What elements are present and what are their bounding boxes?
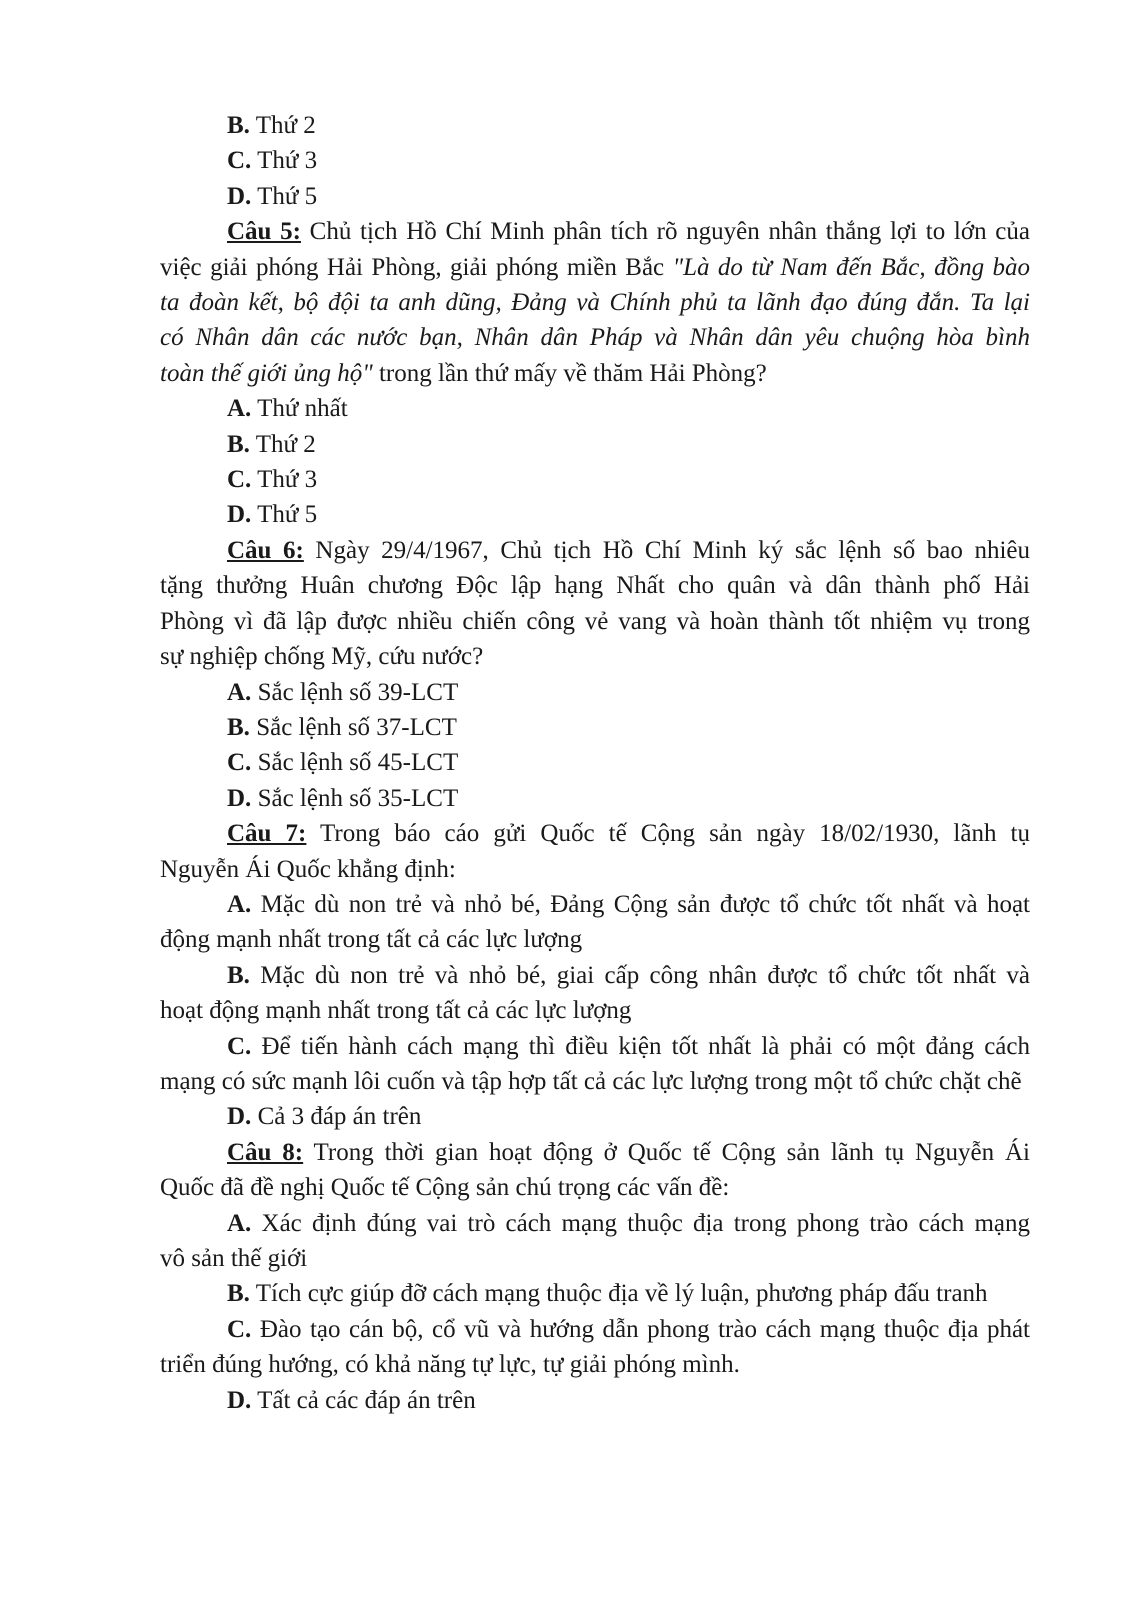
question-text — [160, 816, 1030, 851]
question-line: Trong báo cáo gửi Quốc tế Cộng sản ngày 18/02/1930, lãnh tụ — [306, 820, 1030, 848]
option-text: Thứ 2 — [249, 112, 316, 139]
option-c — [160, 143, 1030, 178]
question-line: Chủ tịch Hồ Chí Minh phân tích rõ nguyên nhân thắng lợi to lớn của — [300, 218, 1030, 246]
option-d — [160, 1099, 1030, 1134]
option-text: Cả 3 đáp án trên — [251, 1103, 422, 1131]
quote-text: ta đoàn kết, bộ đội ta anh dũng, Đảng và Chính phủ ta lãnh đạo đúng đắn. Ta lại — [160, 289, 1030, 317]
option-text: Sắc lệnh số 39-LCT — [251, 678, 459, 706]
document-page — [160, 108, 1030, 1418]
option-text: Tích cực giúp đỡ cách mạng thuộc địa về lý luận, phương pháp đấu tranh — [249, 1280, 988, 1308]
option-letter: C. — [227, 1315, 252, 1343]
option-d — [160, 497, 1030, 532]
question-8 — [160, 1135, 1030, 1418]
option-b — [160, 108, 1030, 143]
question-text — [160, 533, 1030, 568]
option-text: Đào tạo cán bộ, cổ vũ và hướng dẫn phong trào cách mạng thuộc địa phát — [251, 1315, 1030, 1343]
option-c — [160, 462, 1030, 497]
option-a — [160, 675, 1030, 710]
option-text: Thứ 3 — [251, 466, 318, 494]
question-6 — [160, 533, 1030, 816]
option-letter: D. — [227, 784, 252, 812]
option-text: Thứ 5 — [251, 182, 318, 210]
option-letter: B. — [227, 430, 250, 458]
question-line: Nguyễn Ái Quốc khẳng định: — [160, 855, 456, 883]
quote-text: có Nhân dân các nước bạn, Nhân dân Pháp và Nhân dân yêu chuộng hòa bình — [160, 324, 1030, 352]
question-text — [160, 250, 1030, 285]
option-letter: A. — [227, 890, 252, 918]
option-text: Tất cả các đáp án trên — [251, 1386, 476, 1414]
question-label: Câu 5: — [227, 218, 301, 246]
option-b — [160, 958, 1030, 993]
option-text: Sắc lệnh số 45-LCT — [251, 749, 459, 777]
option-text: hoạt động mạnh nhất trong tất cả các lực lượng — [160, 997, 632, 1025]
option-letter: C. — [227, 749, 252, 777]
option-text: Thứ 3 — [251, 147, 318, 175]
option-letter: C. — [227, 466, 252, 494]
question-text — [160, 1135, 1030, 1170]
option-text: động mạnh nhất trong tất cả các lực lượng — [160, 926, 583, 954]
option-text: Thứ 2 — [249, 430, 316, 458]
option-letter: D. — [227, 1103, 252, 1131]
question-5 — [160, 214, 1030, 533]
option-letter: A. — [227, 395, 252, 423]
option-text: vô sản thế giới — [160, 1245, 308, 1272]
option-c — [160, 1312, 1030, 1347]
option-a — [160, 1206, 1030, 1241]
option-text: mạng có sức mạnh lôi cuốn và tập hợp tất cả các lực lượng trong một tổ chức chặt chẽ — [160, 1067, 1022, 1095]
option-c — [160, 745, 1030, 780]
option-text: Sắc lệnh số 35-LCT — [251, 784, 459, 812]
question-line: Phòng vì đã lập được nhiều chiến công vẻ vang và hoàn thành tốt nhiệm vụ trong — [160, 607, 1030, 635]
question-label: Câu 8: — [227, 1138, 304, 1166]
option-letter: D. — [227, 182, 252, 210]
option-b — [160, 427, 1030, 462]
option-d — [160, 179, 1030, 214]
option-letter: A. — [227, 678, 252, 706]
question-line: tặng thưởng Huân chương Độc lập hạng Nhất cho quân và dân thành phố Hải — [160, 572, 1030, 600]
option-b — [160, 710, 1030, 745]
option-text: Thứ nhất — [251, 395, 348, 423]
option-letter: B. — [227, 713, 250, 741]
option-letter: A. — [227, 1209, 252, 1237]
question-line: Quốc đã đề nghị Quốc tế Cộng sản chú trọng các vấn đề: — [160, 1174, 730, 1202]
q4-options — [160, 108, 1030, 214]
quote-text: "Là do từ Nam đến Bắc, đồng bào — [672, 253, 1030, 281]
question-line: Ngày 29/4/1967, Chủ tịch Hồ Chí Minh ký sắc lệnh số bao nhiêu — [303, 536, 1030, 564]
question-line: sự nghiệp chống Mỹ, cứu nước? — [160, 643, 484, 671]
option-text: Để tiến hành cách mạng thì điều kiện tốt nhất là phải có một đảng cách — [251, 1032, 1030, 1060]
option-text: Sắc lệnh số 37-LCT — [249, 713, 457, 741]
option-text: Mặc dù non trẻ và nhỏ bé, Đảng Cộng sản được tổ chức tốt nhất và hoạt — [251, 890, 1030, 918]
option-letter: B. — [227, 1280, 250, 1308]
question-7 — [160, 816, 1030, 1135]
option-a — [160, 887, 1030, 922]
question-label: Câu 7: — [227, 820, 307, 848]
option-letter: C. — [227, 1032, 252, 1060]
option-c — [160, 1029, 1030, 1064]
option-letter: B. — [227, 112, 250, 139]
option-text: Mặc dù non trẻ và nhỏ bé, giai cấp công nhân được tổ chức tốt nhất và — [249, 961, 1030, 989]
question-line: trong lần thứ mấy về thăm Hải Phòng? — [372, 359, 767, 387]
option-a — [160, 391, 1030, 426]
option-text: triển đúng hướng, có khả năng tự lực, tự giải phóng mình. — [160, 1351, 740, 1379]
quote-text: toàn thế giới ủng hộ" — [160, 359, 373, 387]
option-letter: D. — [227, 501, 252, 529]
option-letter: B. — [227, 961, 250, 989]
option-d — [160, 1383, 1030, 1418]
option-text: Xác định đúng vai trò cách mạng thuộc địa trong phong trào cách mạng — [251, 1209, 1030, 1237]
question-text — [160, 214, 1030, 249]
option-d — [160, 781, 1030, 816]
option-letter: C. — [227, 147, 252, 175]
option-letter: D. — [227, 1386, 252, 1414]
question-line: Trong thời gian hoạt động ở Quốc tế Cộng sản lãnh tụ Nguyễn Ái — [303, 1138, 1030, 1166]
question-label: Câu 6: — [227, 536, 304, 564]
option-text: Thứ 5 — [251, 501, 318, 529]
question-line: việc giải phóng Hải Phòng, giải phóng miền Bắc — [160, 253, 673, 281]
question-text — [160, 356, 1030, 391]
option-b — [160, 1276, 1030, 1311]
